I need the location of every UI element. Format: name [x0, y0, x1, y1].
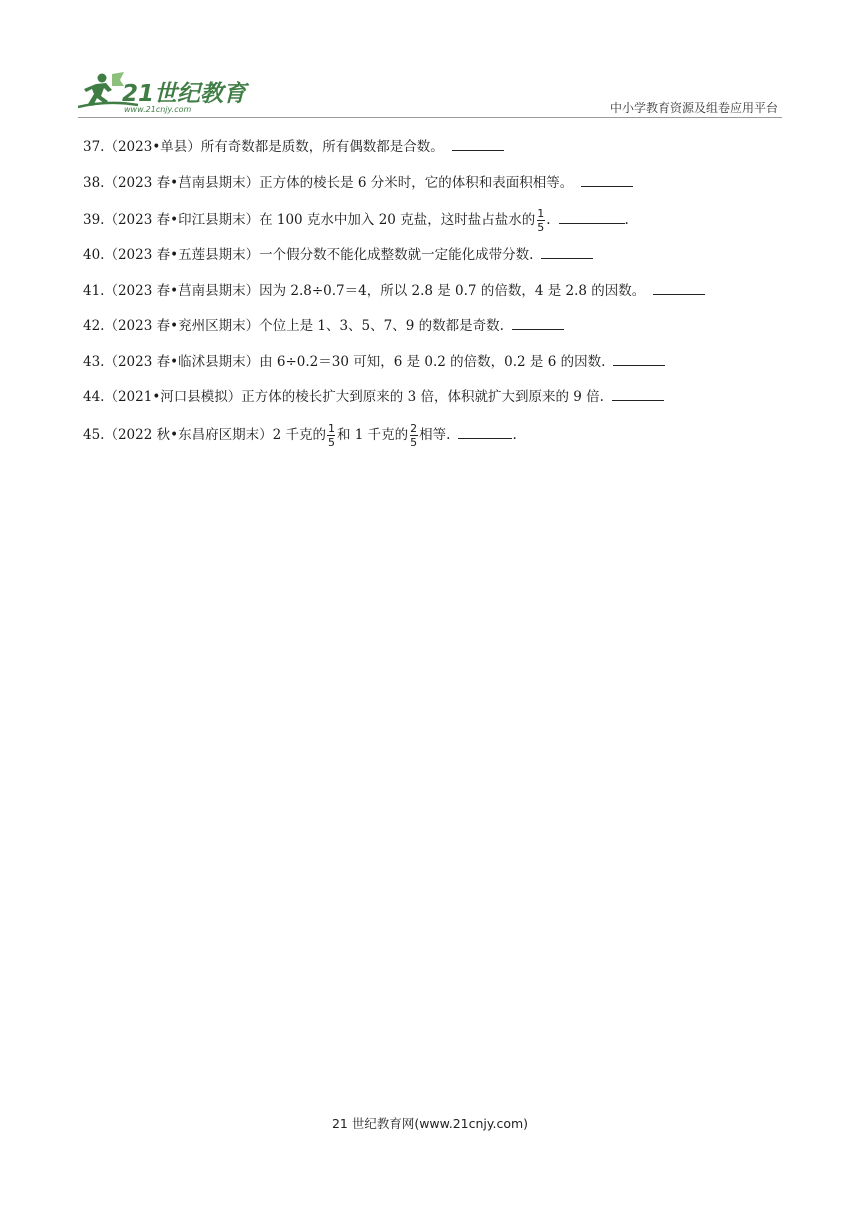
- page-header: [0, 0, 860, 120]
- answer-blank[interactable]: [559, 209, 625, 224]
- platform-name: 中小学教育资源及组卷应用平台: [609, 101, 778, 115]
- answer-blank[interactable]: [541, 244, 593, 259]
- question-42: [83, 315, 783, 335]
- answer-blank[interactable]: [452, 136, 504, 151]
- question-37: [83, 136, 783, 156]
- question-43: [83, 351, 783, 371]
- question-text: 41.（2023 春•莒南县期末）因为 2.8÷0.7＝4，所以 2.8 是 0.7 的倍数，4 是 2.8 的因数。: [83, 282, 646, 299]
- answer-blank[interactable]: [458, 424, 512, 439]
- question-text: 43.（2023 春•临沭县期末）由 6÷0.2＝30 可知，6 是 0.2 的倍数，0.2 是 6 的因数.: [83, 353, 606, 370]
- fraction: $\frac{1}{5}$: [537, 207, 545, 234]
- fraction: $\frac{2}{5}$: [410, 421, 418, 449]
- answer-blank[interactable]: [581, 172, 633, 187]
- question-text: 42.（2023 春•兖州区期末）个位上是 1、3、5、7、9 的数都是奇数.: [83, 318, 504, 334]
- answer-blank[interactable]: [612, 386, 664, 401]
- header-divider: [78, 117, 782, 118]
- page-footer: 21 世纪教育网(www.21cnjy.com): [331, 1116, 529, 1131]
- question-text: 37.（2023•单县）所有奇数都是质数，所有偶数都是合数。: [83, 139, 444, 155]
- logo-text: 21世纪教育: [122, 81, 247, 107]
- logo-21cnjy: [78, 70, 258, 116]
- question-41: [83, 280, 783, 300]
- question-39: 39.（2023 春•印江县期末）在 100 克水中加入 20 克盐，这时盐占盐水的 $\frac{1}{5}$ . .: [83, 207, 629, 234]
- answer-blank[interactable]: [653, 280, 705, 295]
- answer-blank[interactable]: [613, 351, 665, 366]
- question-38: [83, 172, 783, 192]
- question-text: 44.（2021•河口县模拟）正方体的棱长扩大到原来的 3 倍，体积就扩大到原来的 9 倍.: [83, 389, 604, 405]
- question-44: [83, 386, 783, 406]
- fraction: $\frac{1}{5}$: [327, 421, 335, 449]
- logo-url: www.21cnjy.com: [124, 105, 192, 114]
- question-list: [83, 136, 783, 459]
- question-45: 45.（2022 秋•东昌府区期末）2 千克的 $\frac{1}{5}$ 和 1 千克的 $\frac{2}{5}$ 相等. .: [83, 421, 517, 449]
- question-text: 38.（2023 春•莒南县期末）正方体的棱长是 6 分米时，它的体积和表面积相等。: [83, 174, 574, 191]
- question-text: 39.（2023 春•印江县期末）在 100 克水中加入 20 克盐，这时盐占盐水的: [83, 212, 536, 228]
- answer-blank[interactable]: [512, 315, 564, 330]
- question-40: [83, 244, 783, 264]
- question-text: 40.（2023 春•五莲县期末）一个假分数不能化成整数就一定能化成带分数.: [83, 247, 534, 263]
- question-text: 45.（2022 秋•东昌府区期末）2 千克的: [83, 426, 326, 443]
